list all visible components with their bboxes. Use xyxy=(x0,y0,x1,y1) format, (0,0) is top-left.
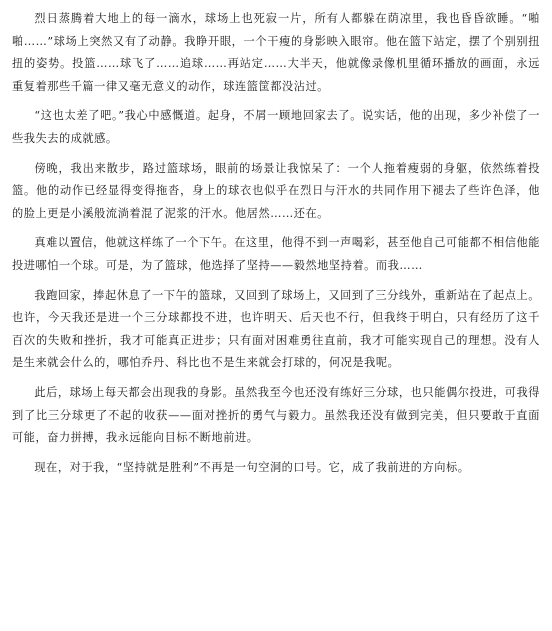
essay-paragraph-5: 我跑回家，捧起休息了一下午的篮球，又回到了球场上，又回到了三分线外，重新站在了起点上。也许，今天我还是进一个三分球都投不进，也许明天、后天也不行，但我终于明白，只有经历了这千百次的失败和挫折，我才可能真正进步；只有面对困难勇往直前，我才可能实现自己的理想。没有人是生来就会什么的，哪怕乔丹、科比也不是生来就会打球的，何况是我呢。 xyxy=(12,288,540,370)
essay-paragraph-6: 此后，球场上每天都会出现我的身影。虽然我至今也还没有练好三分球，也只能偶尔投进，可我得到了比三分球更了不起的收获——面对挫折的勇气与毅力。虽然我还没有做到完美，但只要敢于直面可能，奋力拼搏，我永远能向目标不断地前进。 xyxy=(12,385,540,445)
essay-paragraph-2: “这也太差了吧。”我心中感慨道。起身，不屑一顾地回家去了。说实话，他的出现，多少补偿了一些我失去的成就感。 xyxy=(12,109,540,145)
essay-paragraph-4: 真难以置信，他就这样练了一个下午。在这里，他得不到一声喝彩，甚至他自己可能都不相信他能投进哪怕一个球。可是，为了篮球，他选择了坚持——毅然地坚持着。而我…… xyxy=(12,236,540,272)
essay-paragraph-1: 烈日蒸腾着大地上的每一滴水，球场上也死寂一片，所有人都躲在荫凉里，我也昏昏欲睡。“啪啪……”球场上突然又有了动静。我睁开眼，一个干瘦的身影映入眼帘。他在篮下站定，摆了个别别扭扭的姿势。投篮……球飞了……追球……再站定……大半天，他就像录像机里循环播放的画面，永远重复着那些千篇一律又毫无意义的动作，球连篮筐都没沾过。 xyxy=(12,12,540,93)
essay-paragraph-7: 现在，对于我，“坚持就是胜利”不再是一句空洞的口号。它，成了我前进的方向标。 xyxy=(34,460,470,474)
essay-paragraph-3: 傍晚，我出来散步，路过篮球场，眼前的场景让我惊呆了：一个人拖着瘦弱的身躯，依然练着投篮。他的动作已经显得变得拖沓，身上的球衣也似乎在烈日与汗水的共同作用下褪去了些许色泽，他的脸上更是小溪般流淌着混了泥浆的汗水。他居然……还在。 xyxy=(12,161,540,220)
